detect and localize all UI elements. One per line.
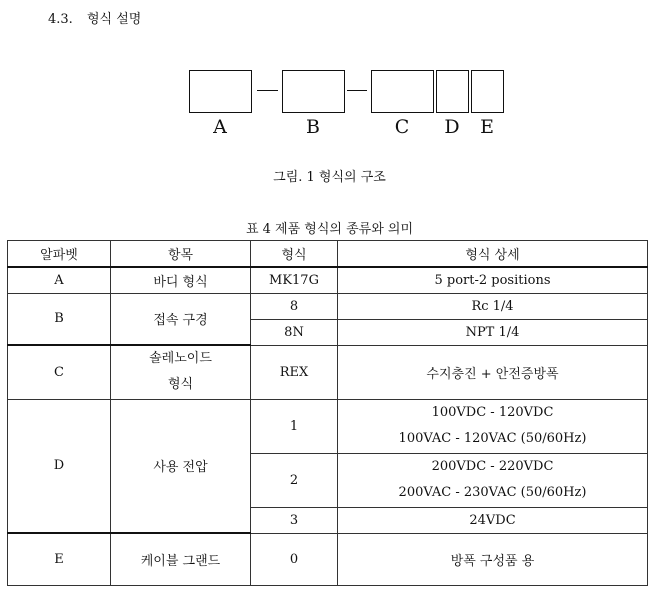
table-header-row [8,241,648,268]
row-detail-line: 200VAC - 230VAC (50/60Hz) [398,485,587,500]
row-item: 사용 전압 [111,399,251,533]
box-d [436,70,469,113]
section-number: 4.3. [48,12,73,27]
row-code: 3 [251,507,338,533]
row-detail: 5 port-2 positions [338,267,648,293]
row-item [111,345,251,399]
connector-dash [347,90,367,91]
table-row [8,399,648,453]
model-spec-table [7,240,648,586]
letter-c: C [394,116,410,138]
figure-caption: 그림. 1 형식의 구조 [273,170,386,185]
row-detail [338,399,648,453]
row-item-line: 형식 [167,377,194,393]
header-code: 형식 [251,241,338,268]
table-row [8,345,648,399]
row-letter: B [8,293,111,345]
row-item: 케이블 그랜드 [111,533,251,585]
table-row [8,267,648,293]
table-caption: 표 4 제품 형식의 종류와 의미 [245,222,414,237]
row-detail: 24VDC [338,507,648,533]
row-code: MK17G [251,267,338,293]
table-row [8,293,648,319]
row-code: 1 [251,399,338,453]
table-row [8,533,648,585]
connector-dash [257,90,278,91]
letter-b: B [306,116,320,138]
row-code: REX [251,345,338,399]
row-code: 8 [251,293,338,319]
header-detail: 형식 상세 [338,241,648,268]
row-code: 0 [251,533,338,585]
row-letter: E [8,533,111,585]
row-letter: C [8,345,111,399]
row-code: 8N [251,319,338,345]
box-e [471,70,504,113]
letter-a: A [213,116,227,138]
row-detail: NPT 1/4 [338,319,648,345]
row-letter: D [8,399,111,533]
box-a [189,70,252,113]
row-letter: A [8,267,111,293]
row-item: 바디 형식 [111,267,251,293]
row-detail-line: 200VDC - 220VDC [431,459,554,474]
row-detail: 수지충진 + 안전증방폭 [338,345,648,399]
row-detail-line: 100VDC - 120VDC [431,405,554,420]
row-detail: 방폭 구성품 용 [338,533,648,585]
letter-d: D [444,116,460,138]
row-code: 2 [251,453,338,507]
box-c [371,70,434,113]
row-item-line: 솔레노이드 [149,351,212,367]
row-detail: Rc 1/4 [338,293,648,319]
row-detail [338,453,648,507]
header-item: 항목 [111,241,251,268]
box-b [282,70,345,113]
section-title: 형식 설명 [86,12,142,27]
row-detail-line: 100VAC - 120VAC (50/60Hz) [398,431,587,446]
letter-e: E [480,116,494,138]
header-alphabet: 알파벳 [8,241,111,268]
model-structure-diagram [0,0,659,150]
row-item: 접속 구경 [111,293,251,345]
